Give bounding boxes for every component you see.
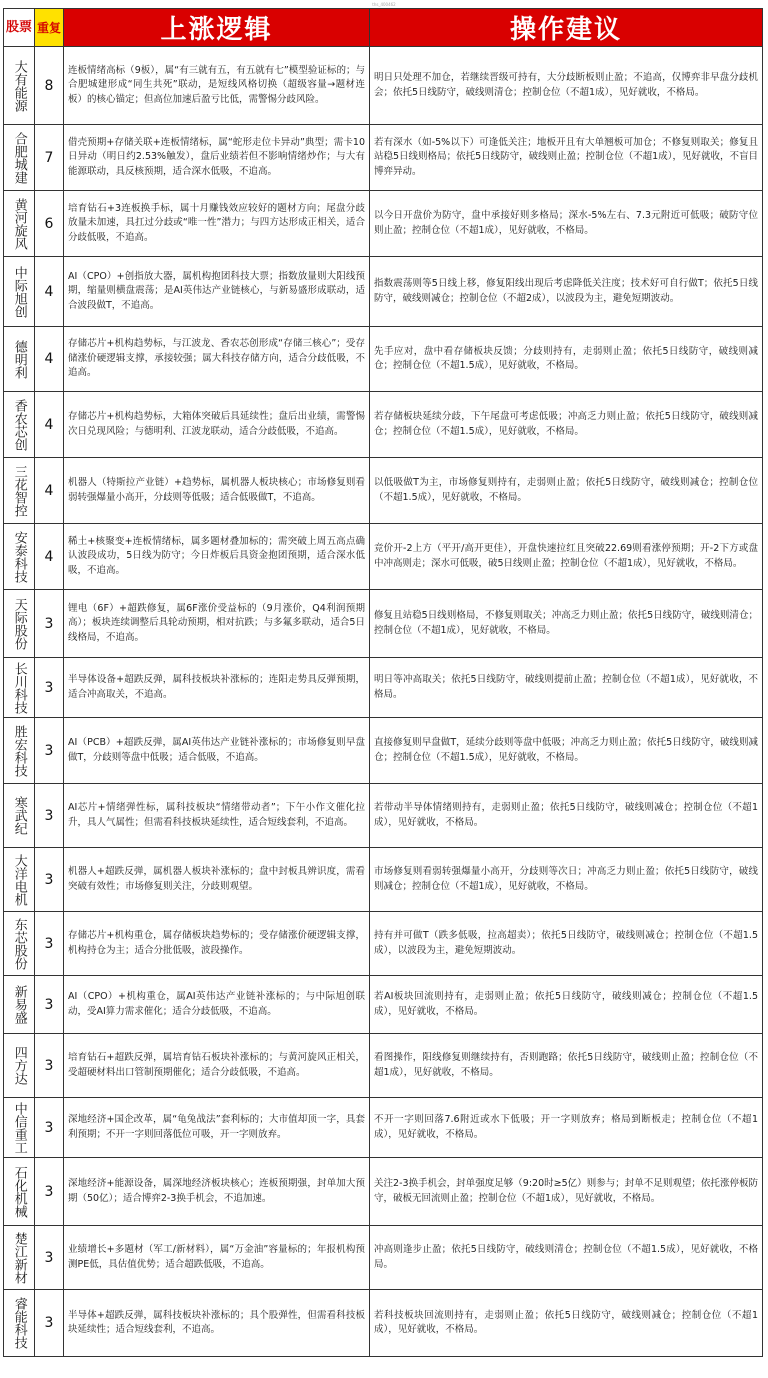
stock-name: 黄河旋风: [4, 191, 35, 257]
repeat-count: 3: [35, 1034, 64, 1098]
operation-advice-text: 关注2-3换手机会，封单强度足够（9:20时≥5亿）则参与；封单不足则观望；依托涨停板防守，破板无回流则止盈；控制仓位（不超1成），见好就收，不格局。: [370, 1158, 763, 1226]
table-header-row: [4, 9, 763, 47]
rise-logic-text: 存储芯片+机构重仓，属存储板块趋势标的；受存储涨价硬逻辑支撑，机构持仓为主；适合分批低吸，波段操作。: [64, 912, 370, 976]
rise-logic-text: 业绩增长+多题材（军工/新材料），属“万金油”容量标的；年报机构预测PE低，具估值优势；适合超跌低吸，不追高。: [64, 1226, 370, 1290]
table-row: [4, 327, 763, 392]
rise-logic-text: AI（CPO）+创指放大器，属机构抱团科技大票；指数放量则大阳线预期，缩量则横盘震荡；是AI英伟达产业链核心，与新易盛形成联动，适合波段做T，不追高。: [64, 257, 370, 327]
stock-name: 中信重工: [4, 1098, 35, 1158]
header-repeat: 重复: [35, 9, 64, 47]
stock-name: 中际旭创: [4, 257, 35, 327]
repeat-count: 3: [35, 718, 64, 784]
rise-logic-text: 稀土+核聚变+连板情绪标，属多题材叠加标的；需突破上周五高点确认波段成功，5日线为防守；今日炸板后具资金抱团预期，适合深水低吸，不追高。: [64, 524, 370, 590]
rise-logic-text: AI（PCB）+超跌反弹，属AI英伟达产业链补涨标的；市场修复则早盘做T，分歧则等盘中低吸；适合低吸，不追高。: [64, 718, 370, 784]
rise-logic-text: 存储芯片+机构趋势标，与江波龙、香农芯创形成“存储三核心”；受存储涨价硬逻辑支撑，承接较强；属大科技存储方向，适合分歧低吸，不追高。: [64, 327, 370, 392]
operation-advice-text: 以今日开盘价为防守，盘中承接好则多格局；深水-5%左右、7.3元附近可低吸；破防守位则止盈；控制仓位（不超1成），见好就收，不格局。: [370, 191, 763, 257]
rise-logic-text: 培育钻石+超跌反弹，属培育钻石板块补涨标的；与黄河旋风正相关，受超硬材料出口管制预期催化；适合分歧低吸，不追高。: [64, 1034, 370, 1098]
watermark-text: ths_400462: [372, 2, 396, 7]
operation-advice-text: 先手应对，盘中看存储板块反馈；分歧则持有，走弱则止盈；依托5日线防守，破线则减仓；控制仓位（不超1.5成），见好就收，不格局。: [370, 327, 763, 392]
table-row: [4, 392, 763, 458]
repeat-count: 3: [35, 912, 64, 976]
stock-name: 三花智控: [4, 458, 35, 524]
stock-name: 寒武纪: [4, 784, 35, 848]
repeat-count: 4: [35, 458, 64, 524]
operation-advice-text: 持有并可做T（跌多低吸，拉高超卖）；依托5日线防守，破线则减仓；控制仓位（不超1.5成），以波段为主，避免短期波动。: [370, 912, 763, 976]
rise-logic-text: 机器人（特斯拉产业链）+趋势标，属机器人板块核心；市场修复则看弱转强爆量小高开，分歧则等低吸；适合低吸做T，不追高。: [64, 458, 370, 524]
operation-advice-text: 明日只处理不加仓，若继续晋级可持有，大分歧断板则止盈；不追高，仅博弈非早盘分歧机会；依托5日线防守，破线则清仓；控制仓位（不超1成），见好就收，不格局。: [370, 47, 763, 125]
rise-logic-text: 机器人+超跌反弹，属机器人板块补涨标的；盘中封板具辨识度，需看突破有效性；市场修复则关注，分歧则观望。: [64, 848, 370, 912]
header-stock: 股票: [4, 9, 35, 47]
repeat-count: 3: [35, 1226, 64, 1290]
stock-name: 长川科技: [4, 658, 35, 718]
rise-logic-text: AI（CPO）+机构重仓，属AI英伟达产业链补涨标的；与中际旭创联动，受AI算力需求催化；适合分歧低吸，不追高。: [64, 976, 370, 1034]
rise-logic-text: 培育钻石+3连板换手标，属十月赚钱效应较好的题材方向；尾盘分歧放量未加速，具扛过分歧或“唯一性”潜力；与四方达形成正相关，适合分歧低吸，不追高。: [64, 191, 370, 257]
table-row: [4, 784, 763, 848]
rise-logic-text: 存储芯片+机构趋势标，大箱体突破后具延续性；盘后出业绩，需警惕次日兑现风险；与德明利、江波龙联动，适合分歧低吸，不追高。: [64, 392, 370, 458]
rise-logic-text: 借壳预期+存储关联+连板情绪标，属“蛇形走位卡异动”典型；需卡10日异动（明日约2.53%触发），盘后业绩若但不影响情绪炒作；与大有能源联动，具反核预期，适合深水低吸，不追高。: [64, 125, 370, 191]
table-row: [4, 1158, 763, 1226]
table-row: [4, 524, 763, 590]
table-row: [4, 1098, 763, 1158]
operation-advice-text: 若带动半导体情绪则持有，走弱则止盈；依托5日线防守，破线则减仓；控制仓位（不超1成），见好就收，不格局。: [370, 784, 763, 848]
repeat-count: 3: [35, 976, 64, 1034]
table-row: [4, 1034, 763, 1098]
repeat-count: 3: [35, 1158, 64, 1226]
rise-logic-text: 锂电（6F）+超跌修复，属6F涨价受益标的（9月涨价，Q4利润预期高）；板块连续调整后具轮动预期，相对抗跌；与多氟多联动，适合5日线格局，不追高。: [64, 590, 370, 658]
stock-name: 德明利: [4, 327, 35, 392]
table-row: [4, 191, 763, 257]
stock-name: 合肥城建: [4, 125, 35, 191]
table-row: [4, 718, 763, 784]
operation-advice-text: 不开一字则回落7.6附近或水下低吸；开一字则放弃；格局到断板走；控制仓位（不超1成），见好就收，不格局。: [370, 1098, 763, 1158]
stock-name: 新易盛: [4, 976, 35, 1034]
rise-logic-text: 连板情绪高标（9板），属“有三就有五，有五就有七”模型验证标的；与合肥城建形成“同生共死”联动，是短线风格切换（超级容量→题材连板）的核心锚定；但高位加速后盈亏比低，需警惕分歧风险。: [64, 47, 370, 125]
table-row: [4, 125, 763, 191]
operation-advice-text: 若存储板块延续分歧，下午尾盘可考虑低吸；冲高乏力则止盈；依托5日线防守，破线则减仓；控制仓位（不超1.5成），见好就收，不格局。: [370, 392, 763, 458]
table-row: [4, 912, 763, 976]
repeat-count: 4: [35, 257, 64, 327]
stock-name: 大有能源: [4, 47, 35, 125]
stock-name: 四方达: [4, 1034, 35, 1098]
rise-logic-text: 半导体+超跌反弹，属科技板块补涨标的；具个股弹性，但需看科技板块延续性；适合短线套利，不追高。: [64, 1290, 370, 1357]
operation-advice-text: 修复且站稳5日线则格局，不修复则取关；冲高乏力则止盈；依托5日线防守，破线则清仓；控制仓位（不超1成），见好就收，不格局。: [370, 590, 763, 658]
table-row: [4, 458, 763, 524]
operation-advice-text: 竞价开-2上方（平开/高开更佳），开盘快速拉红且突破22.69则看涨停预期；开-2下方或盘中冲高则走；深水可低吸，破5日线则止盈；控制仓位（不超1成），见好就收，不格局。: [370, 524, 763, 590]
table-body: [4, 47, 763, 1357]
stock-name: 楚江新材: [4, 1226, 35, 1290]
table-row: [4, 658, 763, 718]
table-row: [4, 1226, 763, 1290]
rise-logic-text: AI芯片+情绪弹性标，属科技板块“情绪带动者”；下午小作文催化拉升，具人气属性；但需看科技板块延续性，适合短线套利，不追高。: [64, 784, 370, 848]
stock-name: 大洋电机: [4, 848, 35, 912]
operation-advice-text: 看图操作，阳线修复则继续持有，否则跑路；依托5日线防守，破线则止盈；控制仓位（不超1成），见好就收，不格局。: [370, 1034, 763, 1098]
operation-advice-text: 若AI板块回流则持有，走弱则止盈；依托5日线防守，破线则减仓；控制仓位（不超1.5成），见好就收，不格局。: [370, 976, 763, 1034]
header-logic: 上涨逻辑: [64, 9, 370, 47]
stock-name: 石化机械: [4, 1158, 35, 1226]
repeat-count: 7: [35, 125, 64, 191]
table-row: [4, 47, 763, 125]
repeat-count: 3: [35, 658, 64, 718]
repeat-count: 8: [35, 47, 64, 125]
table-row: [4, 257, 763, 327]
operation-advice-text: 若科技板块回流则持有，走弱则止盈；依托5日线防守，破线则减仓；控制仓位（不超1成），见好就收，不格局。: [370, 1290, 763, 1357]
operation-advice-text: 以低吸做T为主，市场修复则持有，走弱则止盈；依托5日线防守，破线则减仓；控制仓位（不超1.5成），见好就收，不格局。: [370, 458, 763, 524]
repeat-count: 3: [35, 1098, 64, 1158]
repeat-count: 4: [35, 327, 64, 392]
stock-name: 睿能科技: [4, 1290, 35, 1357]
repeat-count: 3: [35, 590, 64, 658]
repeat-count: 3: [35, 848, 64, 912]
stock-table: [3, 8, 763, 1357]
operation-advice-text: 冲高则逢步止盈；依托5日线防守，破线则清仓；控制仓位（不超1.5成），见好就收，不格局。: [370, 1226, 763, 1290]
repeat-count: 3: [35, 1290, 64, 1357]
stock-name: 安泰科技: [4, 524, 35, 590]
stock-name: 香农芯创: [4, 392, 35, 458]
rise-logic-text: 半导体设备+超跌反弹，属科技板块补涨标的；连阳走势具反弹预期，适合冲高取关，不追高。: [64, 658, 370, 718]
repeat-count: 6: [35, 191, 64, 257]
stock-name: 胜宏科技: [4, 718, 35, 784]
table-row: [4, 1290, 763, 1357]
repeat-count: 4: [35, 392, 64, 458]
repeat-count: 4: [35, 524, 64, 590]
table-row: [4, 848, 763, 912]
rise-logic-text: 深地经济+国企改革，属“龟兔战法”套利标的；大市值却顶一字，具套利预期；不开一字则回落低位可吸，开一字则放弃。: [64, 1098, 370, 1158]
operation-advice-text: 明日等冲高取关；依托5日线防守，破线则提前止盈；控制仓位（不超1成），见好就收，不格局。: [370, 658, 763, 718]
stock-name: 天际股份: [4, 590, 35, 658]
table-row: [4, 590, 763, 658]
operation-advice-text: 指数震荡则等5日线上移，修复阳线出现后考虑降低关注度；技术好可自行做T；依托5日线防守，破线则减仓；控制仓位（不超2成），以波段为主，避免短期波动。: [370, 257, 763, 327]
rise-logic-text: 深地经济+能源设备，属深地经济板块核心；连板预期强，封单加大预期（50亿）；适合博弈2-3换手机会，不追加速。: [64, 1158, 370, 1226]
stock-name: 东芯股份: [4, 912, 35, 976]
operation-advice-text: 直接修复则早盘做T，延续分歧则等盘中低吸；冲高乏力则止盈；依托5日线防守，破线则减仓；控制仓位（不超1.5成），见好就收，不格局。: [370, 718, 763, 784]
operation-advice-text: 若有深水（如-5%以下）可逢低关注；地板开且有大单翘板可加仓；不修复则取关；修复且站稳5日线则格局；依托5日线防守，破线则止盈；控制仓位（不超1成），见好就收，不盲目博弈异动。: [370, 125, 763, 191]
table-row: [4, 976, 763, 1034]
operation-advice-text: 市场修复则看弱转强爆量小高开，分歧则等次日；冲高乏力则止盈；依托5日线防守，破线则减仓；控制仓位（不超1成），见好就收，不格局。: [370, 848, 763, 912]
repeat-count: 3: [35, 784, 64, 848]
header-advice: 操作建议: [370, 9, 763, 47]
